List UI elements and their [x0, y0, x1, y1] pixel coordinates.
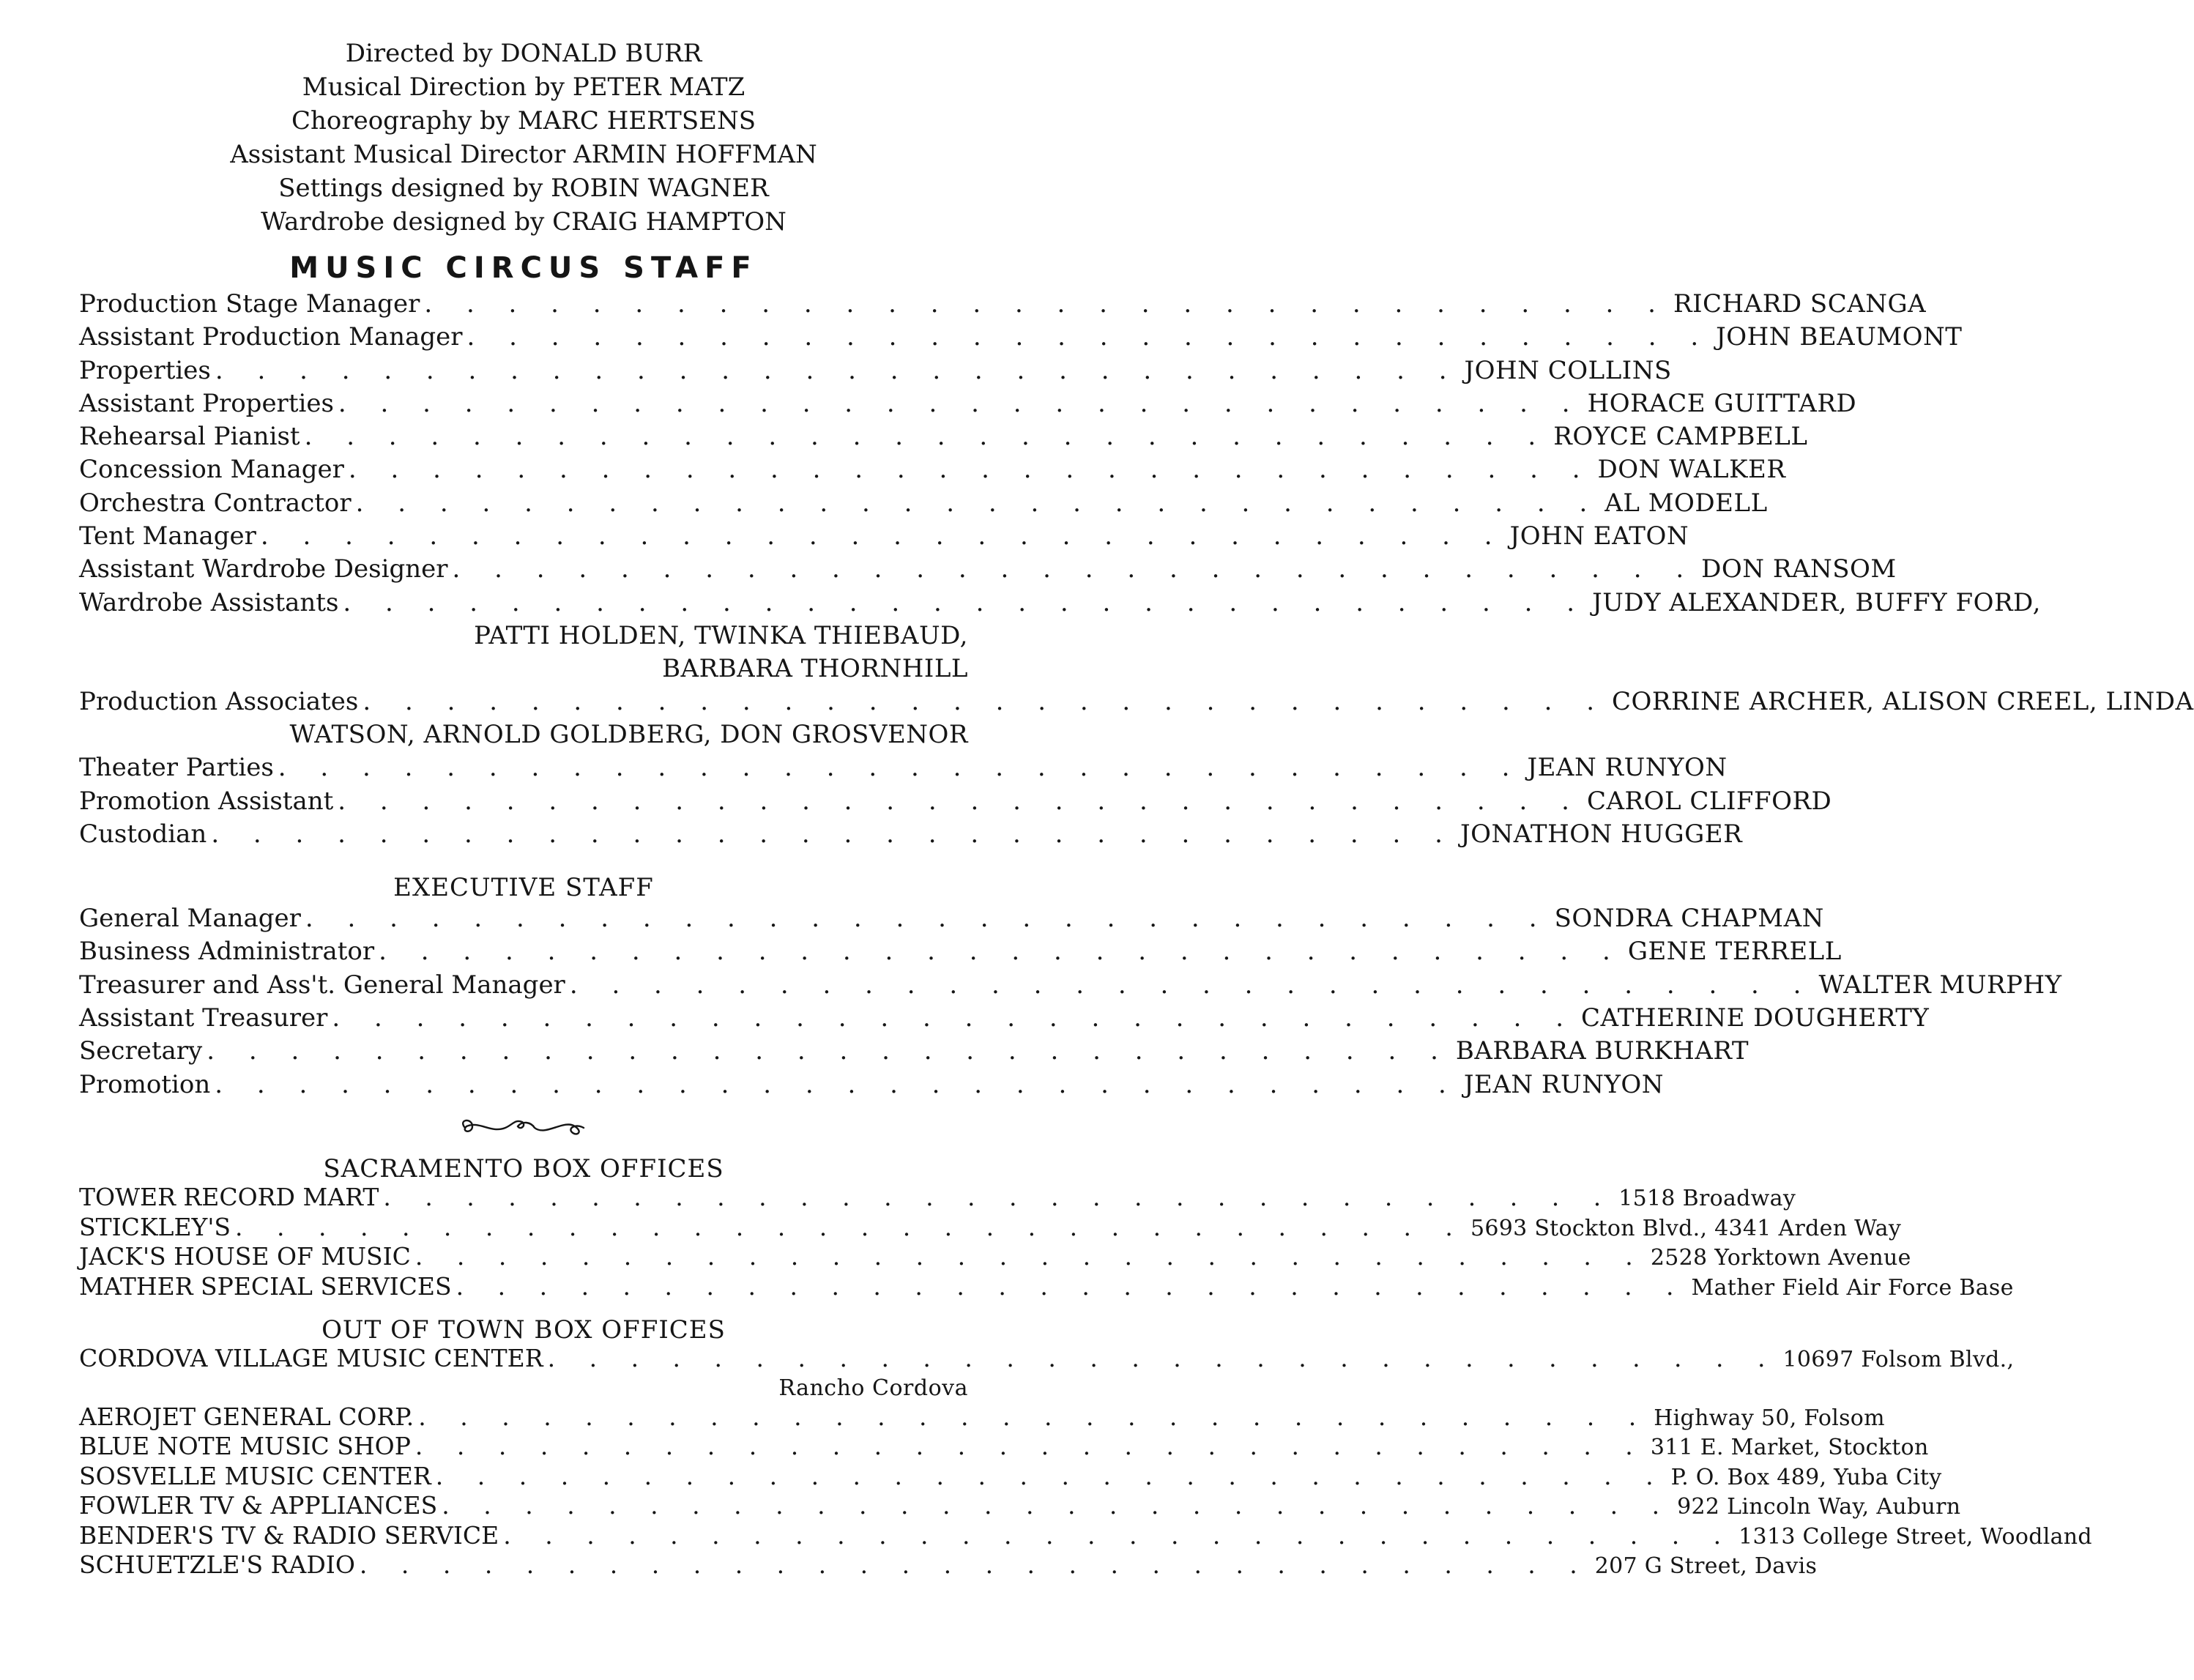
staff-row: Assistant Treasurer . . . . . . . . . . . . . . . . . . . . . . . . . . . . . . CATHERINE DOUGHERTY	[79, 1002, 968, 1035]
staff-row: Properties . . . . . . . . . . . . . . . . . . . . . . . . . . . . . . JOHN COLLINS	[79, 354, 968, 387]
staff-row: Custodian . . . . . . . . . . . . . . . . . . . . . . . . . . . . . . JONATHON HUGGER	[79, 818, 968, 851]
box-office-address: 311 E. Market, Stockton	[1650, 1435, 1929, 1461]
staff-name: BARBARA BURKHART	[1455, 1036, 1749, 1066]
credit-line: Musical Direction by PETER MATZ	[302, 73, 745, 102]
staff-name: AL MODELL	[1604, 488, 1768, 518]
staff-row: Concession Manager . . . . . . . . . . . . . . . . . . . . . . . . . . . . . . DON WALKER	[79, 453, 968, 486]
staff-name-continued: WATSON, ARNOLD GOLDBERG, DON GROSVENOR	[289, 720, 968, 750]
executive-staff-list	[79, 902, 2062, 1101]
staff-row: Tent Manager . . . . . . . . . . . . . . . . . . . . . . . . . . . . . . JOHN EATON	[79, 520, 968, 553]
credit-line: Wardrobe designed by CRAIG HAMPTON	[261, 207, 787, 237]
box-office-name: BLUE NOTE MUSIC SHOP	[79, 1432, 411, 1461]
staff-role: Assistant Production Manager	[79, 322, 463, 352]
box-office-row: JACK'S HOUSE OF MUSIC . . . . . . . . . . . . . . . . . . . . . . . . . . . . . . 2528 Yorktown Avenue	[79, 1243, 968, 1273]
staff-role: Concession Manager	[79, 455, 344, 485]
staff-role: Orchestra Contractor	[79, 488, 352, 518]
staff-role: Properties	[79, 355, 211, 385]
program-page	[79, 37, 2194, 1581]
executive-staff-heading: EXECUTIVE STAFF	[393, 873, 654, 903]
staff-row: Assistant Production Manager . . . . . . . . . . . . . . . . . . . . . . . . . . . . . . JOHN BEAUMONT	[79, 321, 968, 354]
box-office-address: Highway 50, Folsom	[1654, 1405, 1885, 1431]
staff-role: General Manager	[79, 904, 301, 934]
staff-row: Assistant Wardrobe Designer . . . . . . . . . . . . . . . . . . . . . . . . . . . . . . DON RANSOM	[79, 553, 968, 586]
box-office-name: SCHUETZLE'S RADIO	[79, 1550, 355, 1580]
box-office-address: 2528 Yorktown Avenue	[1650, 1245, 1911, 1271]
box-office-name: STICKLEY'S	[79, 1212, 231, 1241]
box-office-address: 922 Lincoln Way, Auburn	[1677, 1494, 1961, 1520]
staff-role: Custodian	[79, 819, 207, 849]
staff-role: Assistant Properties	[79, 388, 334, 418]
ornament-flourish-icon	[450, 1112, 597, 1141]
sacramento-box-offices-heading: SACRAMENTO BOX OFFICES	[323, 1153, 724, 1183]
staff-role: Treasurer and Ass't. General Manager	[79, 970, 565, 1000]
music-circus-staff-list	[79, 288, 2194, 851]
staff-role: Promotion Assistant	[79, 786, 334, 816]
staff-row: Secretary . . . . . . . . . . . . . . . . . . . . . . . . . . . . . . BARBARA BURKHART	[79, 1035, 968, 1068]
staff-role: Assistant Wardrobe Designer	[79, 554, 448, 584]
out-of-town-box-offices-heading: OUT OF TOWN BOX OFFICES	[321, 1315, 726, 1345]
staff-name: SONDRA CHAPMAN	[1554, 904, 1824, 934]
staff-role: Promotion	[79, 1069, 211, 1099]
staff-role: Production Associates	[79, 686, 359, 716]
staff-name: CATHERINE DOUGHERTY	[1581, 1003, 1930, 1033]
staff-row: Treasurer and Ass't. General Manager . . . . . . . . . . . . . . . . . . . . . . . . . . . . . . WALTER MURPHY	[79, 969, 968, 1002]
staff-name: JOHN EATON	[1509, 521, 1689, 551]
box-office-address: Mather Field Air Force Base	[1691, 1274, 2014, 1301]
staff-row: Wardrobe Assistants . . . . . . . . . . . . . . . . . . . . . . . . . . . . . . JUDY ALEXANDER, BUFFY FORD,	[79, 587, 968, 620]
staff-name-continued: PATTI HOLDEN, TWINKA THIEBAUD,	[474, 620, 968, 650]
box-office-row: SOSVELLE MUSIC CENTER . . . . . . . . . . . . . . . . . . . . . . . . . . . . . . P. O. Box 489, Yuba City	[79, 1462, 968, 1493]
staff-name: JEAN RUNYON	[1463, 1069, 1665, 1099]
box-office-name: TOWER RECORD MART	[79, 1182, 379, 1211]
box-office-address: 1518 Broadway	[1618, 1185, 1796, 1211]
box-office-name: CORDOVA VILLAGE MUSIC CENTER	[79, 1344, 543, 1373]
staff-role: Tent Manager	[79, 521, 256, 551]
credit-line: Settings designed by ROBIN WAGNER	[278, 174, 769, 203]
staff-name: GENE TERRELL	[1627, 937, 1842, 967]
box-office-row: BENDER'S TV & RADIO SERVICE . . . . . . . . . . . . . . . . . . . . . . . . . . . . . . 1313 College Street, Woodland	[79, 1522, 968, 1552]
staff-row: Production Stage Manager . . . . . . . . . . . . . . . . . . . . . . . . . . . . . . RICHARD SCANGA	[79, 288, 968, 321]
staff-row: Theater Parties . . . . . . . . . . . . . . . . . . . . . . . . . . . . . . JEAN RUNYON	[79, 751, 968, 784]
staff-row: Assistant Properties . . . . . . . . . . . . . . . . . . . . . . . . . . . . . . HORACE GUITTARD	[79, 387, 968, 420]
box-office-name: MATHER SPECIAL SERVICES	[79, 1271, 452, 1301]
box-office-row: TOWER RECORD MART . . . . . . . . . . . . . . . . . . . . . . . . . . . . . . 1518 Broadway	[79, 1183, 968, 1213]
box-office-address: 10697 Folsom Blvd.,	[1782, 1347, 2015, 1373]
staff-name: RICHARD SCANGA	[1673, 289, 1927, 319]
box-office-row: FOWLER TV & APPLIANCES . . . . . . . . . . . . . . . . . . . . . . . . . . . . . . 922 Lincoln Way, Auburn	[79, 1492, 968, 1522]
box-office-row: AEROJET GENERAL CORP. . . . . . . . . . . . . . . . . . . . . . . . . . . . . . . Highway 50, Folsom	[79, 1403, 968, 1433]
box-office-address-continued: Rancho Cordova	[778, 1375, 968, 1401]
credit-line: Assistant Musical Director ARMIN HOFFMAN	[230, 140, 817, 169]
staff-role: Production Stage Manager	[79, 289, 420, 319]
production-credits	[79, 37, 968, 239]
box-office-name: AEROJET GENERAL CORP.	[79, 1402, 414, 1431]
staff-row: Rehearsal Pianist . . . . . . . . . . . . . . . . . . . . . . . . . . . . . . ROYCE CAMPBELL	[79, 420, 968, 453]
staff-role: Business Administrator	[79, 937, 375, 967]
box-office-address: P. O. Box 489, Yuba City	[1670, 1464, 1942, 1490]
staff-name: DON WALKER	[1597, 455, 1786, 485]
credit-line: Directed by DONALD BURR	[345, 39, 702, 68]
sacramento-box-offices	[79, 1153, 2014, 1302]
staff-name: JOHN BEAUMONT	[1716, 322, 1963, 352]
out-of-town-box-offices	[79, 1315, 2092, 1581]
staff-row: Production Associates . . . . . . . . . . . . . . . . . . . . . . . . . . . . . . CORRINE ARCHER, ALISON CREEL, LINDA	[79, 685, 968, 718]
box-office-name: BENDER'S TV & RADIO SERVICE	[79, 1520, 499, 1550]
staff-role: Secretary	[79, 1036, 203, 1066]
staff-role: Wardrobe Assistants	[79, 587, 339, 617]
music-circus-staff-heading: MUSIC CIRCUS STAFF	[289, 251, 758, 285]
staff-name: CAROL CLIFFORD	[1586, 786, 1832, 816]
box-office-name: SOSVELLE MUSIC CENTER	[79, 1461, 431, 1490]
box-office-name: JACK'S HOUSE OF MUSIC	[79, 1242, 411, 1271]
staff-name: JEAN RUNYON	[1527, 753, 1728, 783]
staff-name: JUDY ALEXANDER, BUFFY FORD,	[1592, 587, 2041, 617]
staff-row: Promotion Assistant . . . . . . . . . . . . . . . . . . . . . . . . . . . . . . CAROL CLIFFORD	[79, 785, 968, 818]
staff-row: Promotion . . . . . . . . . . . . . . . . . . . . . . . . . . . . . . JEAN RUNYON	[79, 1068, 968, 1101]
staff-name: JOHN COLLINS	[1464, 355, 1672, 385]
box-office-row: CORDOVA VILLAGE MUSIC CENTER . . . . . . . . . . . . . . . . . . . . . . . . . . . . . . 10697 Folsom Blvd.,	[79, 1345, 968, 1375]
staff-name: JONATHON HUGGER	[1459, 819, 1743, 849]
credit-line: Choreography by MARC HERTSENS	[291, 106, 756, 135]
staff-name: ROYCE CAMPBELL	[1553, 422, 1808, 452]
staff-row: Business Administrator . . . . . . . . . . . . . . . . . . . . . . . . . . . . . . GENE TERRELL	[79, 935, 968, 968]
box-office-row: MATHER SPECIAL SERVICES . . . . . . . . . . . . . . . . . . . . . . . . . . . . . . Mather Field Air Force Base	[79, 1273, 968, 1303]
staff-name: HORACE GUITTARD	[1587, 388, 1857, 418]
box-office-address: 5693 Stockton Blvd., 4341 Arden Way	[1470, 1215, 1902, 1241]
box-office-row: BLUE NOTE MUSIC SHOP . . . . . . . . . . . . . . . . . . . . . . . . . . . . . . 311 E. Market, Stockton	[79, 1432, 968, 1462]
staff-row: Orchestra Contractor . . . . . . . . . . . . . . . . . . . . . . . . . . . . . . AL MODELL	[79, 487, 968, 520]
box-office-address: 207 G Street, Davis	[1594, 1553, 1818, 1580]
box-office-row: SCHUETZLE'S RADIO . . . . . . . . . . . . . . . . . . . . . . . . . . . . . . 207 G Street, Davis	[79, 1551, 968, 1581]
staff-name: WALTER MURPHY	[1818, 970, 2062, 1000]
box-office-name: FOWLER TV & APPLIANCES	[79, 1491, 438, 1520]
staff-role: Assistant Treasurer	[79, 1003, 328, 1033]
staff-name: DON RANSOM	[1701, 554, 1897, 584]
staff-role: Theater Parties	[79, 753, 274, 783]
staff-name: CORRINE ARCHER, ALISON CREEL, LINDA	[1612, 686, 2194, 716]
staff-name-continued: BARBARA THORNHILL	[662, 653, 968, 683]
staff-row: General Manager . . . . . . . . . . . . . . . . . . . . . . . . . . . . . . SONDRA CHAPMAN	[79, 902, 968, 935]
box-office-row: STICKLEY'S . . . . . . . . . . . . . . . . . . . . . . . . . . . . . . 5693 Stockton Blvd., 4341 Arden Way	[79, 1213, 968, 1244]
staff-role: Rehearsal Pianist	[79, 422, 300, 452]
box-office-address: 1313 College Street, Woodland	[1739, 1523, 2092, 1550]
